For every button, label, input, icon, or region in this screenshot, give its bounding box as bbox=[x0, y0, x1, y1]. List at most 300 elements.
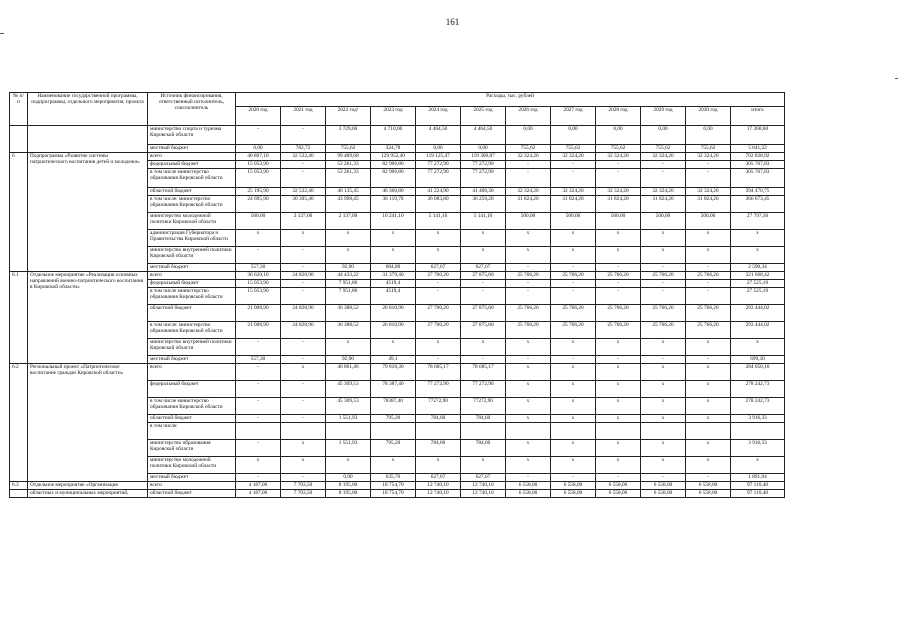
expense-value: - bbox=[641, 474, 686, 482]
expense-value: - bbox=[236, 398, 281, 415]
expense-value: 500,00 bbox=[641, 213, 686, 230]
header-year: итого bbox=[731, 107, 785, 126]
expense-value: 21 008,90 bbox=[236, 305, 281, 322]
expense-value: 27 700,20 bbox=[416, 272, 461, 280]
expense-value: 557,30 bbox=[236, 264, 281, 272]
expense-value: x bbox=[506, 398, 551, 415]
expense-value: - bbox=[641, 288, 686, 305]
expense-value: 795,20 bbox=[371, 415, 416, 423]
expense-value: 53 261,33 bbox=[326, 169, 371, 188]
expense-value: 27 525,10 bbox=[731, 280, 785, 288]
expense-value: x bbox=[371, 339, 416, 356]
expense-value: x bbox=[416, 457, 461, 474]
expense-value: 500,00 bbox=[506, 213, 551, 230]
expense-value: - bbox=[551, 280, 596, 288]
header-year: 2023 год bbox=[371, 107, 416, 126]
expense-value: x bbox=[596, 457, 641, 474]
expense-value: x bbox=[686, 247, 731, 264]
expense-value: - bbox=[686, 280, 731, 288]
expense-value: 25 766,20 bbox=[506, 272, 551, 280]
expense-value: 36 388,52 bbox=[326, 305, 371, 322]
expense-value: 32 324,20 bbox=[641, 153, 686, 161]
expense-value: 77 272,90 bbox=[461, 169, 506, 188]
header-year: 2027 год bbox=[551, 107, 596, 126]
expense-value: x bbox=[551, 440, 596, 457]
expense-value: 25 766,20 bbox=[686, 305, 731, 322]
expense-value: x bbox=[371, 230, 416, 247]
expense-value: x bbox=[326, 247, 371, 264]
funding-source: федеральный бюджет bbox=[148, 381, 236, 398]
expense-value: x bbox=[596, 364, 641, 381]
expense-value: 27 875,60 bbox=[461, 305, 506, 322]
table-row bbox=[10, 272, 785, 280]
expense-value: x bbox=[596, 398, 641, 415]
header-source: Источник финансирования, ответственный исполнитель, соисполнитель bbox=[148, 93, 236, 126]
expense-value: - bbox=[641, 161, 686, 169]
expense-value: - bbox=[641, 169, 686, 188]
header-year: 2028 год bbox=[596, 107, 641, 126]
expense-value: 1 551,93 bbox=[326, 415, 371, 423]
row-name: Подпрограмма «Развитие системы патриотического воспитания детей и молодежи» bbox=[28, 153, 148, 272]
margin-mark bbox=[0, 33, 4, 34]
expense-value: 755,62 bbox=[596, 145, 641, 153]
funding-source: местный бюджет bbox=[148, 474, 236, 482]
expense-value: 25 766,20 bbox=[506, 322, 551, 339]
expense-value: 17 368,60 bbox=[731, 126, 785, 145]
funding-source: министерство внутренней политики Кировской области bbox=[148, 339, 236, 356]
expense-value: 31 824,20 bbox=[551, 196, 596, 213]
expense-value: 278 242,73 bbox=[731, 398, 785, 415]
expense-value: 0,00 bbox=[326, 474, 371, 482]
expense-value: x bbox=[506, 364, 551, 381]
expense-value: x bbox=[551, 364, 596, 381]
expense-value: 4 464,50 bbox=[461, 126, 506, 145]
expense-value: 45 309,53 bbox=[326, 381, 371, 398]
expense-value: 25 766,20 bbox=[686, 272, 731, 280]
expense-value: 755,62 bbox=[326, 145, 371, 153]
expense-value: - bbox=[236, 474, 281, 482]
expense-value: - bbox=[551, 264, 596, 272]
expense-value: 8 195,00 bbox=[326, 482, 371, 490]
expense-value: - bbox=[461, 356, 506, 364]
expense-value: 24 828,90 bbox=[281, 322, 326, 339]
expense-value: 24 828,90 bbox=[281, 305, 326, 322]
header-year: 2030 год bbox=[686, 107, 731, 126]
expense-value: 305 767,83 bbox=[731, 161, 785, 169]
expense-value: 755,62 bbox=[641, 145, 686, 153]
expense-value: x bbox=[551, 230, 596, 247]
expense-value: 79 818,30 bbox=[371, 364, 416, 381]
expense-value: 684,80 bbox=[371, 264, 416, 272]
funding-source: в том числе: bbox=[148, 423, 236, 440]
expense-value: 627,67 bbox=[461, 264, 506, 272]
expense-value: 7 951,80 bbox=[326, 288, 371, 305]
expense-value: 1 891,04 bbox=[731, 474, 785, 482]
expense-value: 5 141,10 bbox=[461, 213, 506, 230]
funding-source: местный бюджет bbox=[148, 145, 236, 153]
expense-value: 755,62 bbox=[686, 145, 731, 153]
expense-value: 46 135,45 bbox=[326, 188, 371, 196]
funding-source: всего bbox=[148, 482, 236, 490]
expense-value: - bbox=[641, 280, 686, 288]
expense-value: 2 137,00 bbox=[281, 213, 326, 230]
expense-value: 557,30 bbox=[236, 356, 281, 364]
expense-value: 4 464,50 bbox=[416, 126, 461, 145]
expense-value: 4519,4 bbox=[371, 288, 416, 305]
funding-source: федеральный бюджет bbox=[148, 280, 236, 288]
expense-value: - bbox=[596, 264, 641, 272]
expense-value: x bbox=[641, 381, 686, 398]
expense-value: 702 828,92 bbox=[731, 153, 785, 161]
expense-value: 46 861,46 bbox=[326, 364, 371, 381]
funding-source: областной бюджет bbox=[148, 490, 236, 498]
funding-source: местный бюджет bbox=[148, 264, 236, 272]
expense-value: - bbox=[641, 356, 686, 364]
expense-value bbox=[371, 423, 416, 440]
expense-value: x bbox=[641, 440, 686, 457]
expense-value: - bbox=[416, 356, 461, 364]
expense-value: x bbox=[686, 339, 731, 356]
expense-value: x bbox=[596, 230, 641, 247]
expense-value: x bbox=[506, 381, 551, 398]
expense-value: x bbox=[641, 230, 686, 247]
expense-value: 5 641,22 bbox=[731, 145, 785, 153]
expense-value: 8 195,00 bbox=[326, 490, 371, 498]
table-row bbox=[10, 490, 785, 498]
funding-source: федеральный бюджет bbox=[148, 161, 236, 169]
expense-value: 6 558,00 bbox=[641, 482, 686, 490]
expense-value: - bbox=[281, 474, 326, 482]
expense-value: 784,60 bbox=[461, 440, 506, 457]
expense-value: x bbox=[461, 339, 506, 356]
row-number: 6 bbox=[10, 153, 28, 272]
expense-value: x bbox=[551, 398, 596, 415]
expense-value: x bbox=[551, 339, 596, 356]
expense-value: 6 558,00 bbox=[551, 490, 596, 498]
expense-value: 119 125,47 bbox=[416, 153, 461, 161]
expense-value: 97 110,40 bbox=[731, 490, 785, 498]
expense-value: 78387,40 bbox=[371, 398, 416, 415]
expense-value: 32 532,40 bbox=[281, 188, 326, 196]
expense-value: 32 324,20 bbox=[551, 188, 596, 196]
funding-source: министерство молодежной политики Кировской области bbox=[148, 213, 236, 230]
funding-source: в том числе: министерство образования Кировской области bbox=[148, 196, 236, 213]
expense-value: - bbox=[506, 169, 551, 188]
row-number: 6.3 bbox=[10, 482, 28, 490]
expense-value: x bbox=[686, 440, 731, 457]
row-name bbox=[28, 126, 148, 153]
funding-source: министерство молодежной политики Кировской области bbox=[148, 457, 236, 474]
expense-value: 30 395,40 bbox=[281, 196, 326, 213]
expense-value: 0,00 bbox=[686, 126, 731, 145]
expense-value: 12 740,10 bbox=[461, 490, 506, 498]
expense-value: x bbox=[641, 247, 686, 264]
expense-value: 32 324,20 bbox=[551, 153, 596, 161]
expense-value: 305 767,83 bbox=[731, 169, 785, 188]
expense-value: 0,00 bbox=[641, 126, 686, 145]
expense-value: x bbox=[506, 415, 551, 423]
expense-value: 0,00 bbox=[236, 145, 281, 153]
expense-value: x bbox=[281, 230, 326, 247]
expense-value: 25 766,20 bbox=[506, 305, 551, 322]
expense-value: 3 916,33 bbox=[731, 415, 785, 423]
expense-value: 635,70 bbox=[371, 474, 416, 482]
expense-value: 2 590,34 bbox=[731, 264, 785, 272]
expense-value: 92,90 bbox=[326, 356, 371, 364]
expense-value: 44 433,22 bbox=[326, 272, 371, 280]
expense-value: x bbox=[236, 457, 281, 474]
expense-value: 27 875,60 bbox=[461, 272, 506, 280]
expense-value: 6 558,00 bbox=[506, 482, 551, 490]
expense-value: x bbox=[731, 247, 785, 264]
expense-value: 12 740,10 bbox=[416, 490, 461, 498]
expense-value: 31 824,20 bbox=[641, 196, 686, 213]
expense-value: - bbox=[236, 381, 281, 398]
expense-value: x bbox=[686, 230, 731, 247]
expense-value: x bbox=[326, 339, 371, 356]
expense-value: x bbox=[596, 339, 641, 356]
expense-value: x bbox=[416, 339, 461, 356]
expense-value: - bbox=[686, 288, 731, 305]
expense-value: 15 053,90 bbox=[236, 288, 281, 305]
expense-value: 24 695,90 bbox=[236, 196, 281, 213]
expense-value: 25 766,20 bbox=[551, 322, 596, 339]
expense-value: 0,00 bbox=[461, 145, 506, 153]
expense-value: 782,72 bbox=[281, 145, 326, 153]
expense-value: 49,1 bbox=[371, 356, 416, 364]
expense-value: - bbox=[551, 356, 596, 364]
expense-value: x bbox=[686, 415, 731, 423]
expense-value: 6 558,00 bbox=[686, 482, 731, 490]
expense-value: - bbox=[596, 474, 641, 482]
funding-source: министерство образования Кировской области bbox=[148, 440, 236, 457]
table-row bbox=[10, 126, 785, 145]
funding-source: всего bbox=[148, 153, 236, 161]
expense-value: 15 053,90 bbox=[236, 161, 281, 169]
row-number bbox=[10, 126, 28, 153]
expense-value: 15 053,90 bbox=[236, 169, 281, 188]
expense-value: x bbox=[686, 381, 731, 398]
expense-value: 78 387,40 bbox=[371, 381, 416, 398]
expense-value: 32 324,20 bbox=[596, 153, 641, 161]
expense-value: - bbox=[686, 161, 731, 169]
expense-value: x bbox=[461, 230, 506, 247]
expense-value: x bbox=[686, 457, 731, 474]
expense-value: 0,00 bbox=[551, 126, 596, 145]
expense-value: - bbox=[686, 474, 731, 482]
row-number bbox=[10, 490, 28, 498]
page-number: 161 bbox=[445, 17, 460, 27]
expense-value: - bbox=[281, 356, 326, 364]
expense-value: 10 241,10 bbox=[371, 213, 416, 230]
expense-value: x bbox=[416, 230, 461, 247]
expense-value: - bbox=[281, 264, 326, 272]
expense-value: 12 740,10 bbox=[416, 482, 461, 490]
expense-value: 36 388,52 bbox=[326, 322, 371, 339]
expense-value: - bbox=[281, 339, 326, 356]
expense-value bbox=[686, 423, 731, 440]
expense-value: - bbox=[506, 356, 551, 364]
expense-value: x bbox=[281, 364, 326, 381]
expense-value: x bbox=[461, 457, 506, 474]
expense-value: 18 754,70 bbox=[371, 490, 416, 498]
expense-value: 7 703,50 bbox=[281, 482, 326, 490]
expense-value: 293 444,02 bbox=[731, 322, 785, 339]
expense-value: 31 379,40 bbox=[371, 272, 416, 280]
expense-value: 5 141,10 bbox=[416, 213, 461, 230]
expense-value: 32 324,20 bbox=[506, 188, 551, 196]
funding-source: местный бюджет bbox=[148, 356, 236, 364]
expense-value: - bbox=[506, 280, 551, 288]
expense-value: x bbox=[596, 381, 641, 398]
expense-value: x bbox=[371, 457, 416, 474]
expense-value: 129 952,40 bbox=[371, 153, 416, 161]
row-number: 6.2 bbox=[10, 364, 28, 482]
expense-value: - bbox=[596, 169, 641, 188]
expense-value: 284 050,10 bbox=[731, 364, 785, 381]
expense-value: 41 400,30 bbox=[461, 188, 506, 196]
expense-value: - bbox=[281, 398, 326, 415]
expense-value: x bbox=[236, 230, 281, 247]
expense-value: - bbox=[506, 264, 551, 272]
funding-source: в том числе министерство образования Кировской области bbox=[148, 288, 236, 305]
expense-value: 627,67 bbox=[416, 474, 461, 482]
expense-value: - bbox=[506, 288, 551, 305]
expense-value bbox=[281, 423, 326, 440]
expense-value: x bbox=[596, 415, 641, 423]
expense-value: - bbox=[641, 264, 686, 272]
expense-value: x bbox=[731, 339, 785, 356]
expense-value: - bbox=[281, 280, 326, 288]
expense-value: 36 083,80 bbox=[416, 196, 461, 213]
funding-source: в том числе министерство образования Кировской области bbox=[148, 398, 236, 415]
expense-value: 77 272,90 bbox=[461, 161, 506, 169]
expense-value: x bbox=[326, 457, 371, 474]
expense-value: x bbox=[506, 457, 551, 474]
expense-value: 7 703,50 bbox=[281, 490, 326, 498]
expense-value: 31 824,20 bbox=[596, 196, 641, 213]
expense-value: 53 261,33 bbox=[326, 161, 371, 169]
expense-value: - bbox=[551, 474, 596, 482]
expense-value: x bbox=[506, 339, 551, 356]
expense-value: 18 754,70 bbox=[371, 482, 416, 490]
expense-value: - bbox=[596, 356, 641, 364]
expense-value: 784,60 bbox=[416, 440, 461, 457]
expense-value: x bbox=[281, 440, 326, 457]
expense-value: 6 558,00 bbox=[686, 490, 731, 498]
expense-value: x bbox=[551, 415, 596, 423]
expense-value bbox=[641, 423, 686, 440]
expense-value: 40 807,10 bbox=[236, 153, 281, 161]
expense-value: 77272,90 bbox=[461, 398, 506, 415]
header-year: 2020 год bbox=[236, 107, 281, 126]
funding-source: всего bbox=[148, 364, 236, 381]
funding-source: министерство спорта и туризма Кировской области bbox=[148, 126, 236, 145]
expense-value: 6 558,00 bbox=[596, 490, 641, 498]
expense-value: 31 824,20 bbox=[686, 196, 731, 213]
expense-value: 3 729,60 bbox=[326, 126, 371, 145]
funding-source: областной бюджет bbox=[148, 415, 236, 423]
expense-value: 25 766,20 bbox=[686, 322, 731, 339]
expense-value: 25 766,20 bbox=[551, 272, 596, 280]
expense-value: - bbox=[236, 415, 281, 423]
expense-value: 4519,4 bbox=[371, 280, 416, 288]
expense-value: 77 272,90 bbox=[461, 381, 506, 398]
expense-value: - bbox=[281, 247, 326, 264]
header-year: 2021 год bbox=[281, 107, 326, 126]
expense-value: x bbox=[731, 457, 785, 474]
expense-value: 4 187,00 bbox=[236, 482, 281, 490]
expense-value: 0,00 bbox=[416, 145, 461, 153]
expense-value: 92,90 bbox=[326, 264, 371, 272]
funding-source: в том числе: министерство образования Кировской области bbox=[148, 322, 236, 339]
expense-value: 0,00 bbox=[506, 126, 551, 145]
table-row bbox=[10, 153, 785, 161]
expense-value: - bbox=[686, 264, 731, 272]
expense-value: 1 551,93 bbox=[326, 440, 371, 457]
header-name: Наименование государственной программы, подпрограммы, отдельного мероприятия, проекта bbox=[28, 93, 148, 126]
expense-value: x bbox=[596, 440, 641, 457]
expense-value: 45 309,53 bbox=[326, 398, 371, 415]
expense-value: - bbox=[281, 381, 326, 398]
expense-value bbox=[236, 423, 281, 440]
expense-value: 32 324,20 bbox=[641, 188, 686, 196]
expense-value bbox=[731, 423, 785, 440]
expense-value: - bbox=[236, 247, 281, 264]
expense-value: 77 272,90 bbox=[416, 161, 461, 169]
expense-value: - bbox=[281, 415, 326, 423]
expense-value: 97 110,40 bbox=[731, 482, 785, 490]
expense-value: - bbox=[461, 288, 506, 305]
expense-value: x bbox=[551, 457, 596, 474]
expense-value: 699,30 bbox=[731, 356, 785, 364]
expense-value: 25 766,20 bbox=[641, 305, 686, 322]
expense-value: - bbox=[506, 161, 551, 169]
expense-value: 500,00 bbox=[686, 213, 731, 230]
expense-value: 25 766,20 bbox=[596, 322, 641, 339]
budget-table bbox=[9, 92, 785, 498]
expense-value: 6 558,00 bbox=[551, 482, 596, 490]
expense-value: 41 224,90 bbox=[416, 188, 461, 196]
expense-value: 32 324,20 bbox=[686, 188, 731, 196]
expense-value: - bbox=[596, 161, 641, 169]
funding-source: министерство внутренней политики Кировской области bbox=[148, 247, 236, 264]
expense-value: 21 008,90 bbox=[236, 322, 281, 339]
table-row bbox=[10, 364, 785, 381]
expense-value: x bbox=[461, 247, 506, 264]
expense-value: 32 324,20 bbox=[686, 153, 731, 161]
expense-value: 31 824,20 bbox=[506, 196, 551, 213]
expense-value: 27 875,60 bbox=[461, 322, 506, 339]
expense-value: - bbox=[686, 169, 731, 188]
expense-value: - bbox=[281, 169, 326, 188]
expense-value: 27 700,20 bbox=[416, 305, 461, 322]
funding-source: областной бюджет bbox=[148, 188, 236, 196]
expense-value: 25 766,20 bbox=[551, 305, 596, 322]
expense-value: 32 532,40 bbox=[281, 153, 326, 161]
expense-value: 36 119,70 bbox=[371, 196, 416, 213]
expense-value: 77 272,90 bbox=[416, 381, 461, 398]
expense-value: - bbox=[236, 339, 281, 356]
expense-value: 4 710,00 bbox=[371, 126, 416, 145]
row-name: Региональный проект «Патриотическое воспитание граждан Кировской области» bbox=[28, 364, 148, 482]
expense-value: 366 673,45 bbox=[731, 196, 785, 213]
expense-value: x bbox=[686, 364, 731, 381]
funding-source: всего bbox=[148, 272, 236, 280]
expense-value: - bbox=[506, 474, 551, 482]
expense-value: 119 300,87 bbox=[461, 153, 506, 161]
expense-value: 32 324,20 bbox=[596, 188, 641, 196]
